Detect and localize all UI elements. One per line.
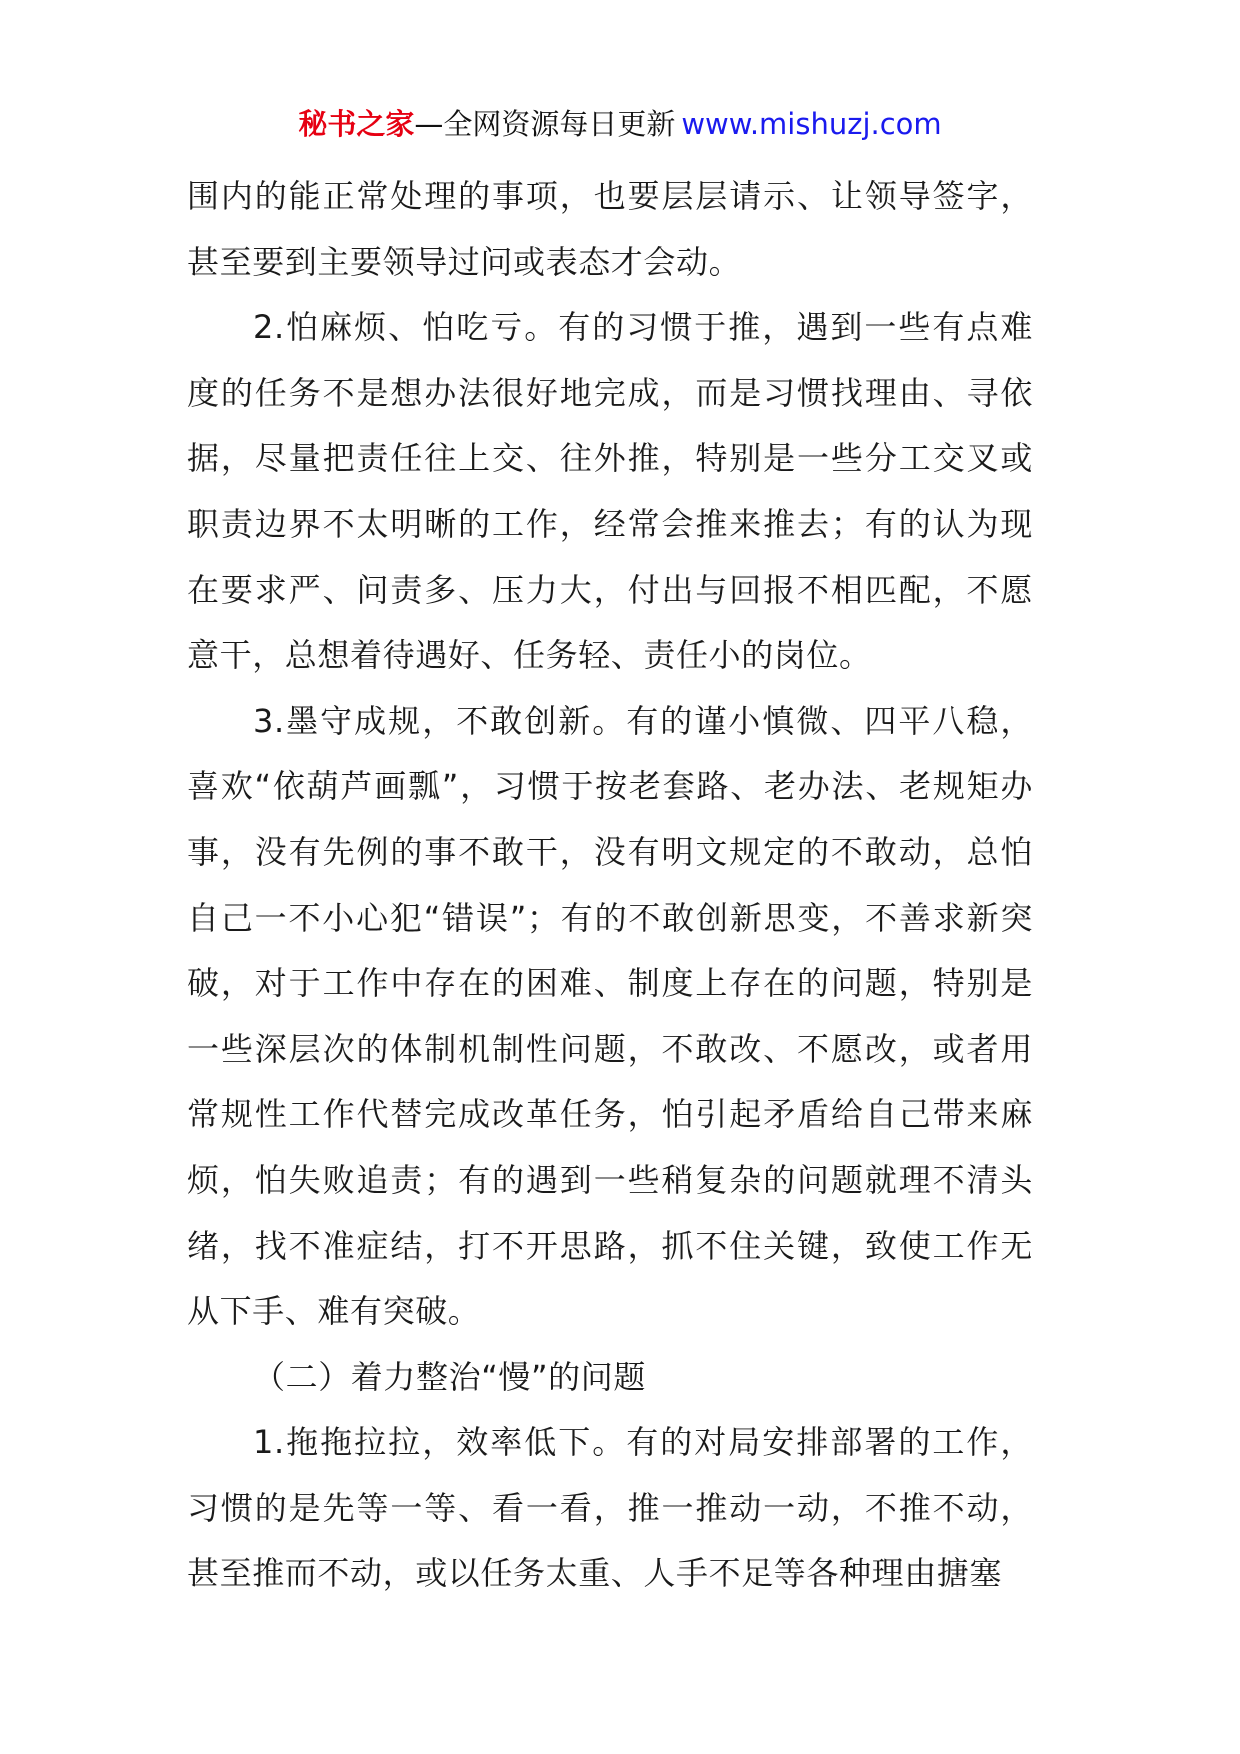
- section-heading: （二）着力整治“慢”的问题: [253, 1357, 646, 1396]
- document-body: [187, 164, 1033, 1607]
- site-header: [0, 104, 1240, 144]
- brand-name: 秘书之家: [298, 107, 415, 141]
- paragraph-item-2: 2.怕麻烦、怕吃亏。有的习惯于推，遇到一些有点难度的任务不是想办法很好地完成，而是习惯找理由、寻依据，尽量把责任往上交、往外推，特别是一些分工交叉或职责边界不太明晰的工作，经常会推来推去；有的认为现在要求严、问责多、压力大，付出与回报不相匹配，不愿意干，总想着待遇好、任务轻、责任小的岗位。: [187, 308, 1033, 675]
- paragraph-item-1: 1.拖拖拉拉，效率低下。有的对局安排部署的工作，习惯的是先等一等、看一看，推一推动一动，不推不动，甚至推而不动，或以任务太重、人手不足等各种理由搪塞: [187, 1423, 1033, 1593]
- paragraph-item-3: 3.墨守成规，不敢创新。有的谨小慎微、四平八稳，喜欢“依葫芦画瓢”，习惯于按老套路、老办法、老规矩办事，没有先例的事不敢干，没有明文规定的不敢动，总怕自己一不小心犯“错误”；有的不敢创新思变，不善求新突破，对于工作中存在的困难、制度上存在的问题，特别是一些深层次的体制机制性问题，不敢改、不愿改，或者用常规性工作代替完成改革任务，怕引起矛盾给自己带来麻烦，怕失败追责；有的遇到一些稍复杂的问题就理不清头绪，找不准症结，打不开思路，抓不住关键，致使工作无从下手、难有突破。: [187, 701, 1033, 1331]
- header-tagline: —全网资源每日更新: [414, 107, 676, 141]
- site-url-link[interactable]: www.mishuzj.com: [681, 107, 942, 141]
- paragraph-continuation: 围内的能正常处理的事项，也要层层请示、让领导签字，甚至要到主要领导过问或表态才会动。: [187, 177, 1033, 281]
